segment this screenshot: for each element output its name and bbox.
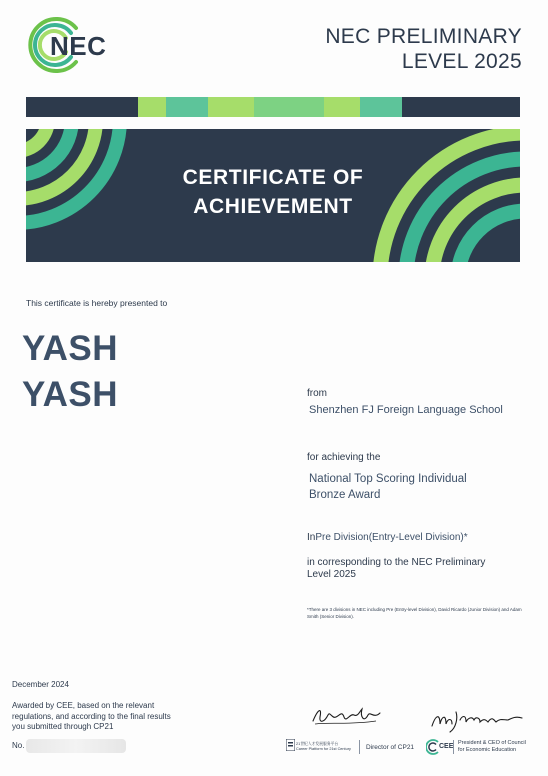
divider xyxy=(359,740,360,754)
division-line xyxy=(307,532,468,543)
cp21-org-text xyxy=(296,742,351,752)
recipient-name-line2: YASH xyxy=(22,375,119,414)
stripe-segment xyxy=(324,97,360,117)
certificate-title xyxy=(26,163,520,221)
certificate-banner xyxy=(26,129,520,262)
corresponding-line1: in corresponding to the NEC Preliminary xyxy=(307,557,486,568)
award-name-line2: Bronze Award xyxy=(309,489,381,501)
president-title xyxy=(458,740,526,753)
award-name-line1: National Top Scoring Individual xyxy=(309,473,467,485)
award-name xyxy=(309,471,467,503)
awarded-line1: Awarded by CEE, based on the relevant xyxy=(12,701,155,710)
cee-logo-icon xyxy=(426,739,440,755)
president-title-line1: President & CEO of Council xyxy=(458,740,526,746)
cee-logo-text: CEE xyxy=(439,743,454,750)
president-signature-icon xyxy=(430,706,526,734)
logo-text: NEC xyxy=(50,31,107,61)
divider xyxy=(453,740,454,754)
director-signature-icon xyxy=(310,703,386,729)
from-label: from xyxy=(307,388,327,399)
stripe-segment xyxy=(138,97,166,117)
president-title-line2: for Economic Education xyxy=(458,746,517,753)
competition-title-line2: LEVEL 2025 xyxy=(401,50,522,73)
awarded-line3: you submitted through CP21 xyxy=(12,722,114,731)
school-name: Shenzhen FJ Foreign Language School xyxy=(309,404,503,416)
recipient-name xyxy=(22,326,118,418)
certificate-title-line2: ACHIEVEMENT xyxy=(193,195,353,218)
cp21-org-sub: Career Platform for 21st Century xyxy=(296,747,351,751)
stripe-segment xyxy=(166,97,208,117)
director-title: Director of CP21 xyxy=(366,744,415,751)
stripe-segment xyxy=(254,97,324,117)
presented-text: This certificate is hereby presented to xyxy=(26,298,168,308)
stripe-segment xyxy=(26,97,138,117)
division-prefix: In xyxy=(307,532,316,543)
stripe-segment xyxy=(402,97,520,117)
awarded-line2: regulations, and according to the final results xyxy=(12,711,171,721)
award-date: December 2024 xyxy=(12,680,69,689)
division-footnote: *There are 3 divisions in NEC including Pre (Entry-level Division), David Ricardo (Junior Division) and Adam Smith (Senior Division). xyxy=(307,607,522,619)
achieving-label: for achieving the xyxy=(307,452,381,463)
recipient-name-line1: YASH xyxy=(22,329,119,368)
division-name: Pre Division(Entry-Level Division)* xyxy=(315,532,468,543)
corresponding-text xyxy=(307,557,485,581)
stripe-segment xyxy=(360,97,402,117)
certificate-number-redacted xyxy=(26,739,126,753)
certificate-number-label: No. xyxy=(12,741,25,750)
certificate-title-line1: CERTIFICATE OF xyxy=(182,166,364,189)
stripe-segment xyxy=(208,97,254,117)
cp21-logo-icon xyxy=(286,739,295,751)
cp21-org-name: 21世纪人才发展服务平台 xyxy=(296,742,339,746)
color-stripe xyxy=(26,97,520,117)
competition-title-line1: NEC PRELIMINARY xyxy=(325,25,522,48)
corresponding-line2: Level 2025 xyxy=(307,569,356,580)
competition-title xyxy=(325,24,522,74)
awarded-by-text xyxy=(12,701,222,733)
